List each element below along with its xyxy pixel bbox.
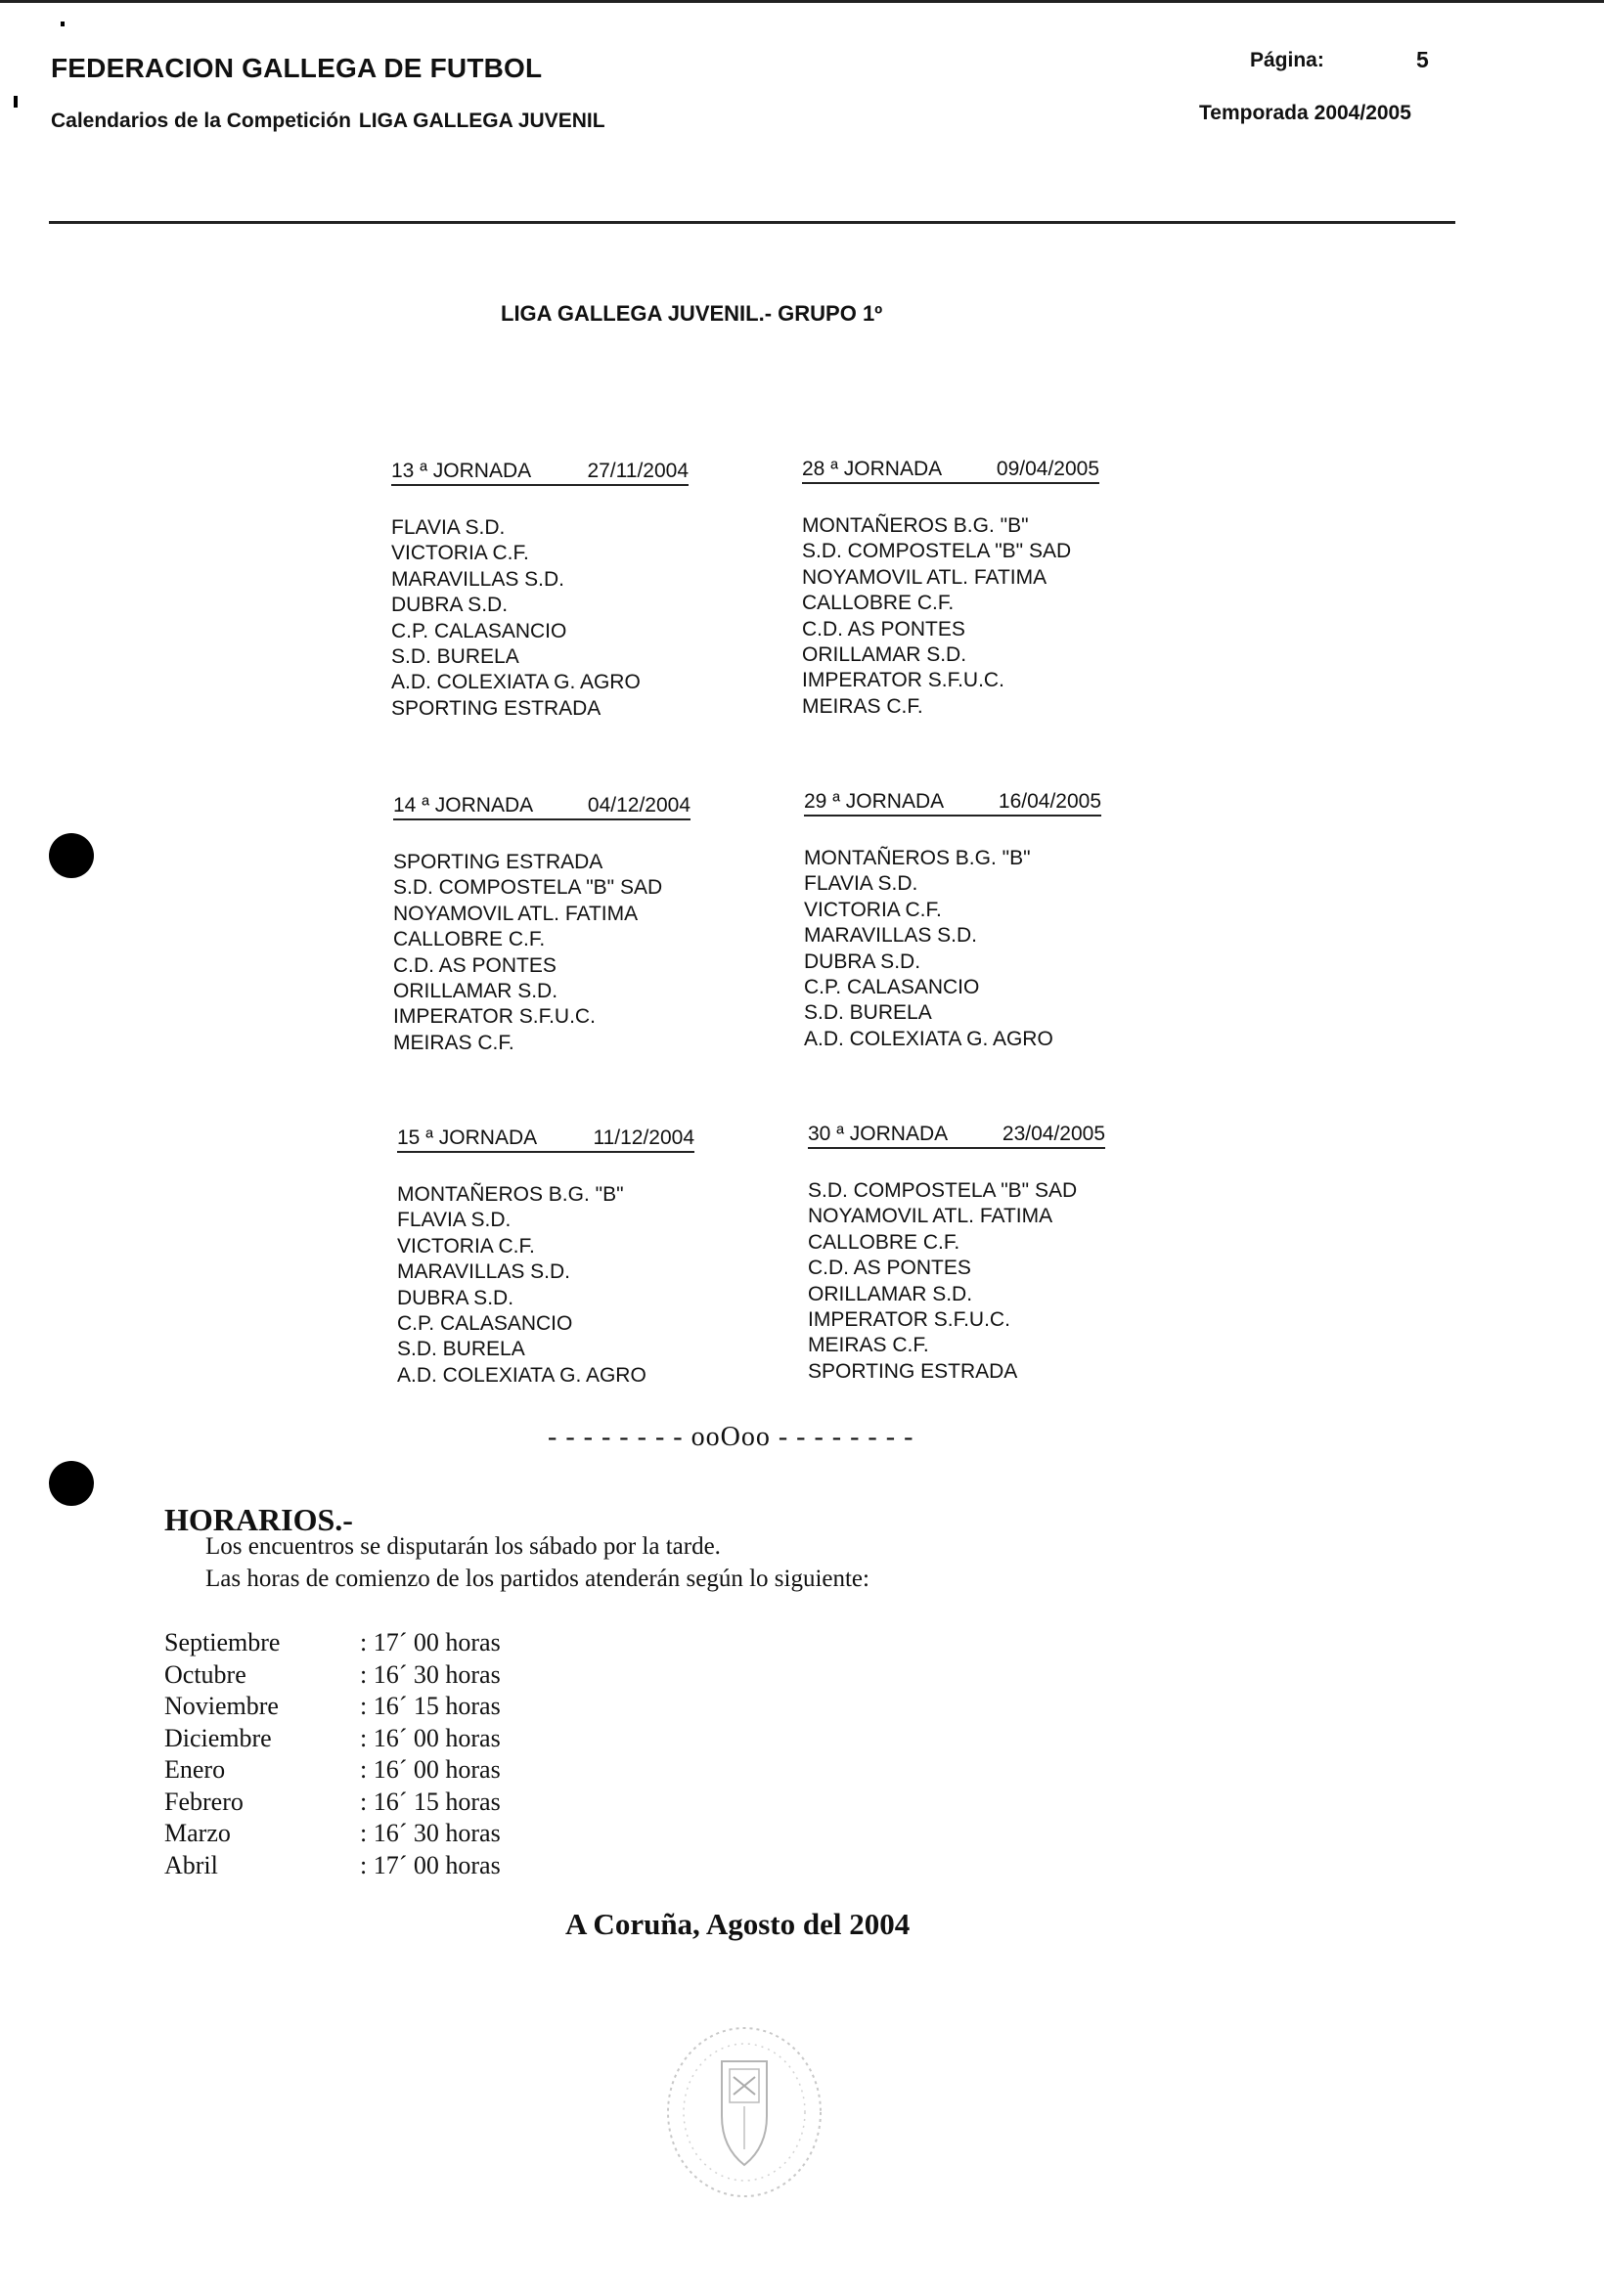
schedule-row	[164, 1850, 501, 1882]
team-entry: C.P. CALASANCIO	[804, 976, 980, 999]
team-entry: ORILLAMAR S.D.	[808, 1282, 973, 1305]
jornada-date: 23/04/2005	[1002, 1123, 1105, 1145]
horarios-title: HORARIOS.-	[164, 1502, 353, 1537]
team-entry: FLAVIA S.D.	[391, 516, 506, 539]
jornada-label: 29 ª JORNADA	[804, 790, 945, 813]
league-name: LIGA GALLEGA JUVENIL	[358, 110, 605, 132]
season-value: 2004/2005	[1314, 102, 1411, 124]
jornada-block	[391, 460, 714, 722]
team-entry: MARAVILLAS S.D.	[391, 567, 565, 591]
page-number: 5	[1416, 47, 1429, 72]
team-entry: IMPERATOR S.F.U.C.	[393, 1005, 596, 1029]
team-entry: S.D. COMPOSTELA "B" SAD	[808, 1179, 1078, 1202]
jornada-date: 04/12/2004	[587, 794, 691, 817]
jornada-label: 30 ª JORNADA	[808, 1123, 949, 1145]
header-divider	[49, 221, 1455, 224]
team-entry: ORILLAMAR S.D.	[802, 643, 967, 667]
jornada-label: 14 ª JORNADA	[393, 794, 534, 817]
team-entry: C.P. CALASANCIO	[397, 1312, 573, 1336]
binder-hole-bottom	[49, 1461, 94, 1506]
jornada-date: 09/04/2005	[996, 458, 1099, 480]
schedule-month: Febrero	[164, 1787, 244, 1816]
jornada-heading	[808, 1123, 1105, 1149]
federation-seal-icon	[661, 2022, 827, 2208]
kickoff-schedule	[164, 1627, 501, 1881]
team-entry: C.D. AS PONTES	[393, 953, 557, 977]
team-entry: NOYAMOVIL ATL. FATIMA	[808, 1205, 1053, 1228]
jornada-heading	[391, 460, 689, 486]
schedule-time: : 16´ 15 horas	[360, 1692, 501, 1720]
team-entry: CALLOBRE C.F.	[808, 1230, 960, 1254]
team-list	[397, 1182, 720, 1389]
team-entry: C.P. CALASANCIO	[391, 619, 567, 642]
team-entry: MONTAÑEROS B.G. "B"	[802, 514, 1029, 537]
subtitle-prefix: Calendarios de la Competición	[51, 110, 351, 132]
schedule-month: Septiembre	[164, 1628, 281, 1656]
schedule-time: : 16´ 15 horas	[360, 1787, 501, 1816]
team-entry: MONTAÑEROS B.G. "B"	[804, 847, 1031, 869]
group-title: LIGA GALLEGA JUVENIL.- GRUPO 1º	[501, 301, 883, 326]
calendar-subtitle	[51, 110, 605, 133]
schedule-time: : 17´ 00 horas	[360, 1850, 501, 1879]
team-list	[393, 850, 716, 1056]
team-entry: ORILLAMAR S.D.	[393, 980, 558, 1003]
team-entry: DUBRA S.D.	[804, 949, 921, 973]
team-entry: S.D. BURELA	[804, 1001, 932, 1025]
team-entry: DUBRA S.D.	[391, 594, 509, 617]
team-entry: C.D. AS PONTES	[808, 1257, 971, 1280]
team-entry: SPORTING ESTRADA	[393, 851, 603, 873]
jornada-label: 28 ª JORNADA	[802, 458, 943, 480]
schedule-month: Marzo	[164, 1819, 231, 1847]
jornada-label: 13 ª JORNADA	[391, 460, 532, 482]
team-entry: SPORTING ESTRADA	[808, 1359, 1018, 1383]
team-entry: S.D. COMPOSTELA "B" SAD	[802, 540, 1072, 563]
team-entry: FLAVIA S.D.	[397, 1209, 512, 1232]
jornada-date: 11/12/2004	[593, 1126, 694, 1149]
jornada-block	[397, 1126, 720, 1389]
schedule-row	[164, 1754, 501, 1787]
team-entry: CALLOBRE C.F.	[393, 928, 546, 951]
jornada-date: 16/04/2005	[998, 790, 1101, 813]
jornada-block	[802, 458, 1125, 720]
team-entry: VICTORIA C.F.	[391, 542, 529, 565]
jornada-heading	[802, 458, 1099, 484]
schedule-month: Diciembre	[164, 1723, 272, 1752]
scan-speck	[61, 22, 65, 26]
team-entry: IMPERATOR S.F.U.C.	[808, 1308, 1010, 1332]
team-entry: A.D. COLEXIATA G. AGRO	[391, 671, 641, 694]
jornada-block	[393, 794, 716, 1056]
team-entry: S.D. BURELA	[391, 645, 519, 669]
jornada-heading	[393, 794, 691, 820]
team-entry: NOYAMOVIL ATL. FATIMA	[393, 902, 639, 925]
jornada-block	[804, 790, 1127, 1052]
team-entry: DUBRA S.D.	[397, 1286, 514, 1309]
jornada-heading	[397, 1126, 694, 1153]
team-entry: VICTORIA C.F.	[804, 898, 942, 921]
federation-name: FEDERACION GALLEGA DE FUTBOL	[51, 53, 543, 83]
team-entry: S.D. COMPOSTELA "B" SAD	[393, 876, 663, 900]
team-entry: MARAVILLAS S.D.	[397, 1260, 571, 1284]
place-date: A Coruña, Agosto del 2004	[565, 1907, 911, 1941]
schedule-time: : 16´ 00 horas	[360, 1755, 501, 1784]
schedule-month: Enero	[164, 1755, 226, 1784]
team-entry: MARAVILLAS S.D.	[804, 924, 978, 948]
team-entry: C.D. AS PONTES	[802, 617, 965, 640]
schedule-row	[164, 1723, 501, 1755]
schedule-row	[164, 1659, 501, 1692]
team-entry: A.D. COLEXIATA G. AGRO	[397, 1363, 646, 1387]
schedule-time: : 16´ 30 horas	[360, 1819, 501, 1847]
team-list	[808, 1178, 1131, 1385]
horarios-line-2: Las horas de comienzo de los partidos atenderán según lo siguiente:	[205, 1566, 869, 1592]
season-label: Temporada	[1199, 102, 1309, 124]
schedule-month: Noviembre	[164, 1692, 279, 1720]
schedule-row	[164, 1627, 501, 1659]
page-label: Página:	[1250, 49, 1324, 71]
team-entry: VICTORIA C.F.	[397, 1234, 535, 1258]
team-entry: S.D. BURELA	[397, 1338, 525, 1361]
team-entry: MEIRAS C.F.	[393, 1031, 514, 1054]
jornada-label: 15 ª JORNADA	[397, 1126, 538, 1149]
horarios-line-1: Los encuentros se disputarán los sábado por la tarde.	[205, 1533, 721, 1560]
team-entry: MEIRAS C.F.	[802, 694, 923, 718]
jornada-date: 27/11/2004	[587, 460, 689, 482]
schedule-time: : 16´ 00 horas	[360, 1723, 501, 1752]
team-entry: IMPERATOR S.F.U.C.	[802, 669, 1004, 692]
section-separator: - - - - - - - - ooOoo - - - - - - - -	[548, 1422, 914, 1452]
scan-speck	[14, 96, 18, 108]
team-entry: NOYAMOVIL ATL. FATIMA	[802, 565, 1047, 589]
team-entry: MEIRAS C.F.	[808, 1334, 929, 1357]
team-list	[804, 846, 1127, 1052]
jornada-heading	[804, 790, 1101, 817]
team-entry: A.D. COLEXIATA G. AGRO	[804, 1027, 1053, 1050]
team-list	[391, 515, 714, 722]
team-entry: CALLOBRE C.F.	[802, 592, 955, 615]
schedule-time: : 16´ 30 horas	[360, 1659, 501, 1689]
team-entry: SPORTING ESTRADA	[391, 696, 602, 720]
binder-hole-top	[49, 833, 94, 878]
season-info	[1199, 102, 1411, 125]
schedule-row	[164, 1818, 501, 1850]
schedule-month: Octubre	[164, 1659, 246, 1689]
top-edge-rule	[0, 0, 1604, 3]
schedule-month: Abril	[164, 1850, 218, 1879]
schedule-time: : 17´ 00 horas	[360, 1628, 501, 1656]
schedule-row	[164, 1691, 501, 1723]
team-list	[802, 513, 1125, 720]
schedule-row	[164, 1787, 501, 1819]
team-entry: FLAVIA S.D.	[804, 872, 918, 896]
team-entry: MONTAÑEROS B.G. "B"	[397, 1183, 624, 1206]
jornada-block	[808, 1123, 1131, 1385]
